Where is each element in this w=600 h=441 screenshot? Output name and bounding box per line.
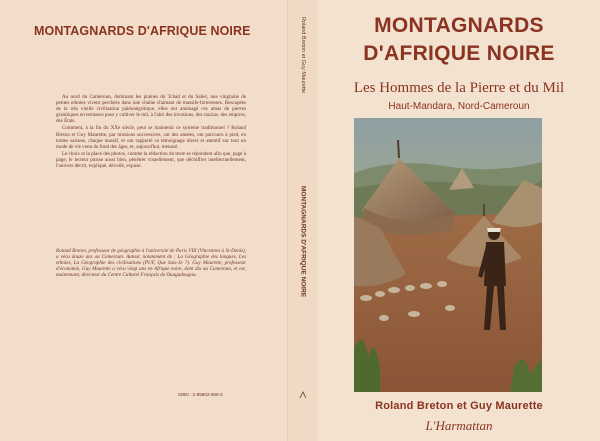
back-cover-blurb (56, 94, 246, 170)
spine-title: MONTAGNARDS D'AFRIQUE NOIRE (299, 185, 307, 298)
publisher-logo-icon (298, 390, 308, 400)
front-title-line2: D'AFRIQUE NOIRE (363, 42, 555, 65)
blurb-paragraph: Le choix et la place des photos, comme la rédaction du texte se répondent afin que, page à page, le lecteur puisse aussi bien, pénétrer visuellement, que déchiffrer intellectuellement, l'univers décrit, expliqué, dévoilé, exposé. (56, 150, 246, 170)
publisher-name: L'Harmattan (425, 418, 493, 433)
front-location: Haut-Mandara, Nord-Cameroun (388, 101, 530, 112)
front-cover (318, 0, 600, 441)
spine (287, 0, 319, 441)
isbn: ISBN : 2-85802-806-2 (178, 392, 223, 397)
spine-authors: Roland Breton et Guy Maurette (300, 16, 306, 94)
back-cover-title: MONTAGNARDS D'AFRIQUE NOIRE (34, 24, 251, 38)
back-cover (0, 0, 287, 441)
front-subtitle: Les Hommes de la Pierre et du Mil (353, 80, 565, 96)
cover-photo (354, 118, 542, 392)
front-authors: Roland Breton et Guy Maurette (375, 400, 543, 412)
front-title-line1: MONTAGNARDS (374, 14, 544, 37)
blurb-paragraph: Au nord du Cameroun, dominant les plaines du Tchad et du Sahel, une vingtaine de petites ethnies vivent perchées dans une chaîne d'aimant de massifs-forteresses. Rescapées de la très vieille civilisation paléonégritique, elles ont aménagé ces amas de pierres granitiques en terrasses pour y cultiver le mil, à l'abri des invasions, des razzias, des empires, des États. (56, 94, 246, 125)
blurb-paragraph: Comment, à la fin du XXe siècle, peut se maintenir ce système traditionnel ? Roland Breton et Guy Maurette, par missions successives, sur des années, ont parcouru à pied, en toutes saisons, chaque massif, et ont rapporté ce témoignage direct et attentif sur tout un mode de vie venu du fond des âges, et, aujourd'hui, menacé. (56, 125, 246, 150)
author-bio: Roland Breton, professeur de géographie à l'université de Paris VIII (Vincennes à St-Denis), a vécu douze ans au Cameroun. Auteur, notamment de : La Géographie des langues, Les ethnies, La Géographie des civilisations (PUF, Que Sais-Je ?). Guy Maurette, professeur d'économie, Guy Maurette a vécu vingt ans en Afrique noire, dont dix au Cameroun, et est, maintenant, directeur du Centre Culturel Français de Ouagadougou. (56, 248, 246, 279)
